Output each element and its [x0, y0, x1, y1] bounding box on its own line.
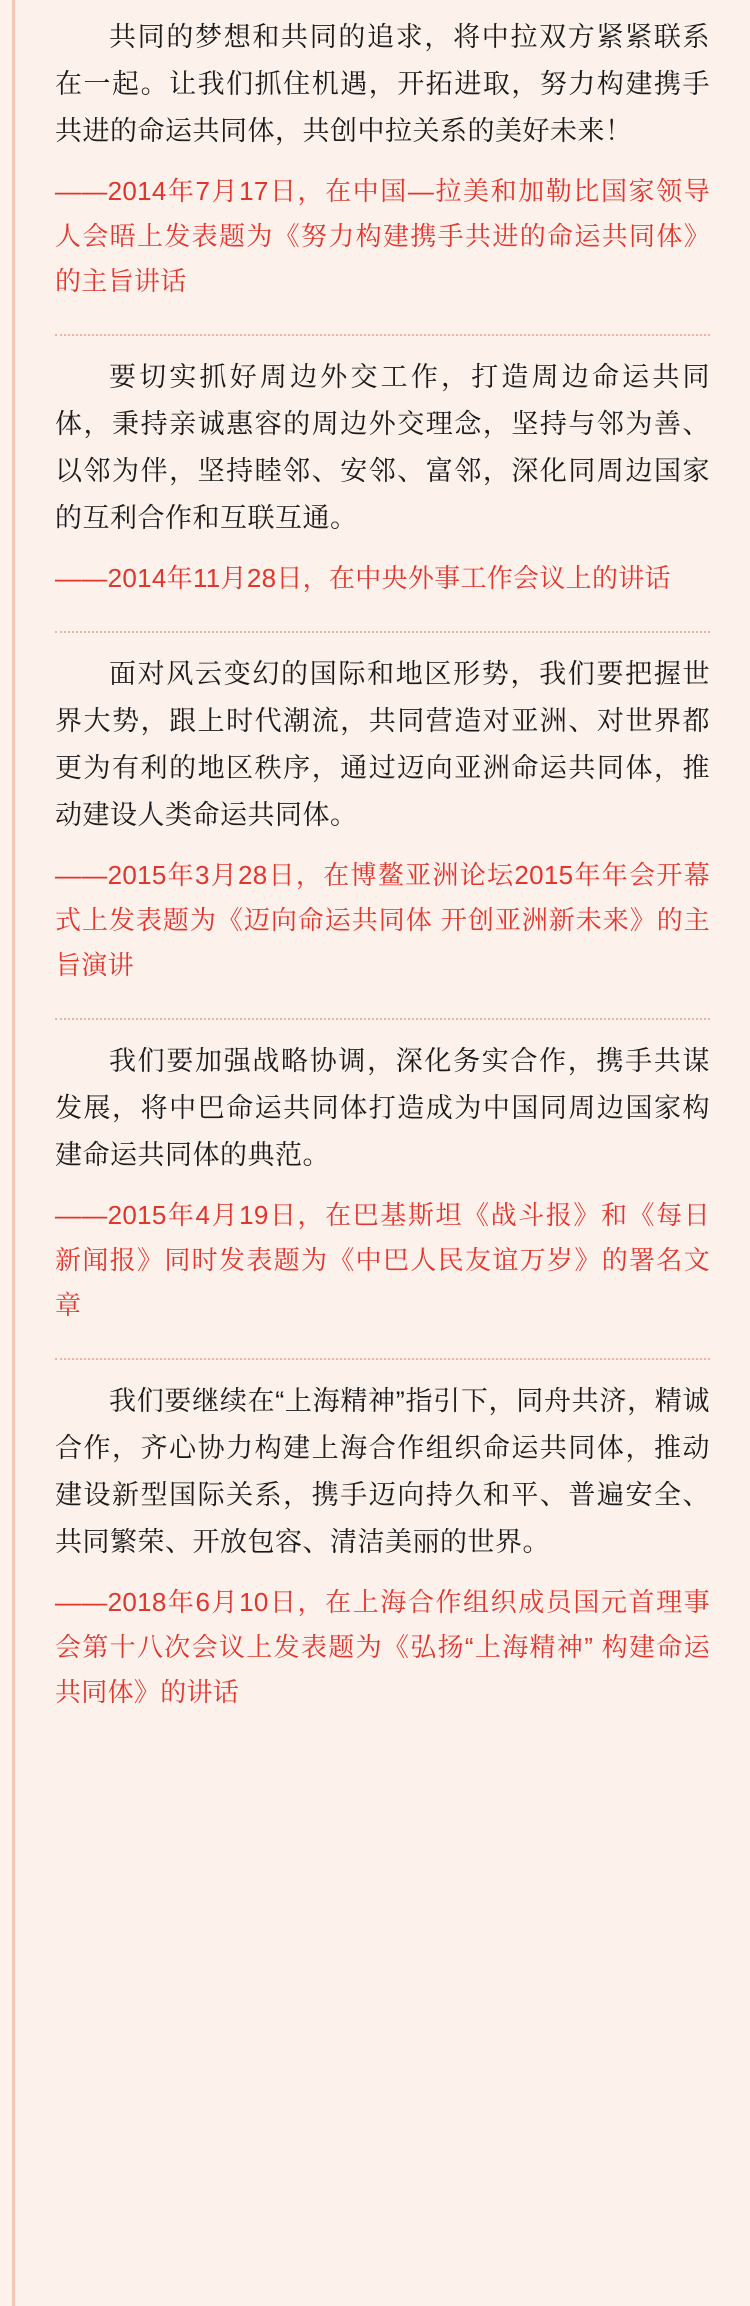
quote-entry	[55, 633, 710, 1020]
quote-entry	[55, 1360, 710, 1715]
quote-source: ——2014年11月28日，在中央外事工作会议上的讲话	[55, 563, 671, 593]
quote-source: ——2015年4月19日，在巴基斯坦《战斗报》和《每日新闻报》同时发表题为《中巴人民友谊万岁》的署名文章	[55, 1200, 710, 1320]
quote-entry	[55, 0, 710, 336]
quote-source: ——2014年7月17日，在中国—拉美和加勒比国家领导人会晤上发表题为《努力构建携手共进的命运共同体》的主旨讲话	[55, 176, 710, 296]
quote-body: 共同的梦想和共同的追求，将中拉双方紧紧联系在一起。让我们抓住机遇，开拓进取，努力构建携手共进的命运共同体，共创中拉关系的美好未来！	[55, 22, 710, 146]
quote-body: 要切实抓好周边外交工作，打造周边命运共同体，秉持亲诚惠容的周边外交理念，坚持与邻为善、以邻为伴，坚持睦邻、安邻、富邻，深化同周边国家的互利合作和互联互通。	[55, 362, 710, 533]
quote-source: ——2015年3月28日，在博鳌亚洲论坛2015年年会开幕式上发表题为《迈向命运共同体 开创亚洲新未来》的主旨演讲	[55, 860, 710, 980]
quote-entry	[55, 1020, 710, 1360]
left-margin-rule	[12, 0, 15, 2306]
quote-source: ——2018年6月10日，在上海合作组织成员国元首理事会第十八次会议上发表题为《弘扬“上海精神” 构建命运共同体》的讲话	[55, 1587, 710, 1707]
quote-body: 我们要继续在“上海精神”指引下，同舟共济，精诚合作，齐心协力构建上海合作组织命运共同体，推动建设新型国际关系，携手迈向持久和平、普遍安全、共同繁荣、开放包容、清洁美丽的世界。	[55, 1386, 710, 1557]
quote-entry	[55, 336, 710, 633]
quote-body: 面对风云变幻的国际和地区形势，我们要把握世界大势，跟上时代潮流，共同营造对亚洲、对世界都更为有利的地区秩序，通过迈向亚洲命运共同体，推动建设人类命运共同体。	[55, 659, 710, 830]
quote-body: 我们要加强战略协调，深化务实合作，携手共谋发展，将中巴命运共同体打造成为中国同周边国家构建命运共同体的典范。	[55, 1046, 710, 1170]
